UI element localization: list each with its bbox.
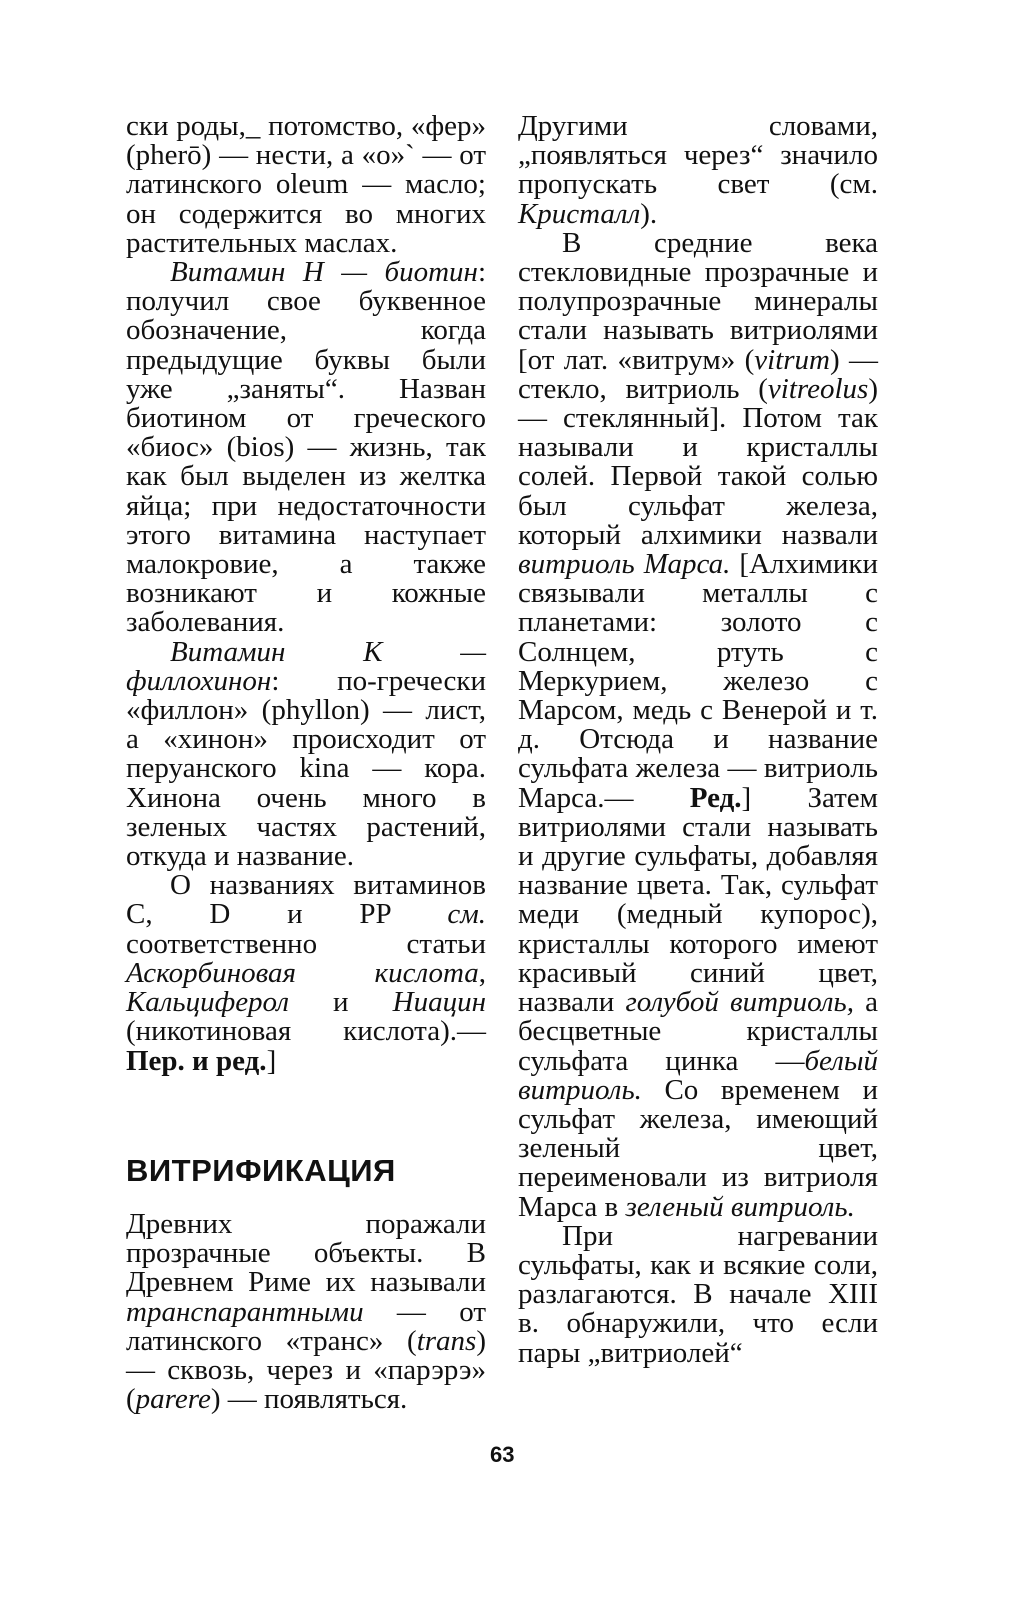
paragraph: О названиях витаминов С, D и PP см. соответственно статьи Аскорбиновая кислота, Кальциферол и Ниацин (никотиновая кислота).— Пер. и ред.] [126, 869, 486, 1077]
paragraph: Витамин Н — биотин: получил свое буквенное обозначение, когда предыдущие буквы были уже „заняты“. Назван биотином от греческого «биос» (bios) — жизнь, так как был выделен из желтка яйца; при недостаточности этого витамина наступает малокровие, а также возникают и кожные заболевания. [126, 256, 486, 639]
left-bottom-text [126, 1210, 486, 1414]
paragraph: Древних поражали прозрачные объекты. В Древнем Риме их называли транспарантными — от латинского «транс» (trans) — сквозь, через и «парэрэ» (parere) — появляться. [126, 1208, 486, 1416]
paragraph: Витамин К — филлохинон: по-гречески «филлон» (phyllon) — лист, а «хинон» происходит от перуанского kina — кора. Хинона очень много в зеленых частях растений, откуда и название. [126, 635, 486, 873]
article-heading: ВИТРИФИКАЦИЯ [126, 1153, 396, 1188]
paragraph: Другими словами, „появляться через“ значило пропускать свет (см. Кристалл). [518, 110, 878, 230]
paragraph: При нагревании сульфаты, как и всякие соли, разлагаются. В начале XIII в. обнаружили, что если пары „витриолей“ [518, 1219, 878, 1369]
paragraph: ски роды,_ потомство, «фер» (pherō) — нести, а «о»` — от латинского oleum — масло; он содержится во многих растительных маслах. [126, 110, 486, 259]
term: Витамин К — филлохинон [126, 635, 486, 697]
paragraph: В средние века стекловидные прозрачные и полупрозрачные минералы стали называть витриолями [от лат. «витрум» (vitrum) — стекло, витриоль (vitreolus) — стеклянный]. Потом так называли и кристаллы солей. Первой такой солью был сульфат железа, который алхимики назвали витриоль Марса. [Алхимики связывали металлы с планетами: золото с Солнцем, ртуть с Меркурием, железо с Марсом, медь с Венерой и т. д. Отсюда и название сульфата железа — витриоль Марса.— Ред.] Затем витриолями стали называть и другие сульфаты, добавляя название цвета. Так, сульфат меди (медный купорос), кристаллы которого имеют красивый синий цвет, назвали голубой витриоль, а бесцветные кристаллы сульфата цинка —белый витриоль. Со временем и сульфат железа, имеющий зеленый цвет, переименовали из витриоля Марса в зеленый витриоль. [518, 226, 878, 1223]
term: Витамин Н — биотин [170, 256, 478, 289]
page-number: 63 [490, 1442, 515, 1467]
left-column [126, 112, 486, 1076]
right-column [518, 112, 878, 1368]
